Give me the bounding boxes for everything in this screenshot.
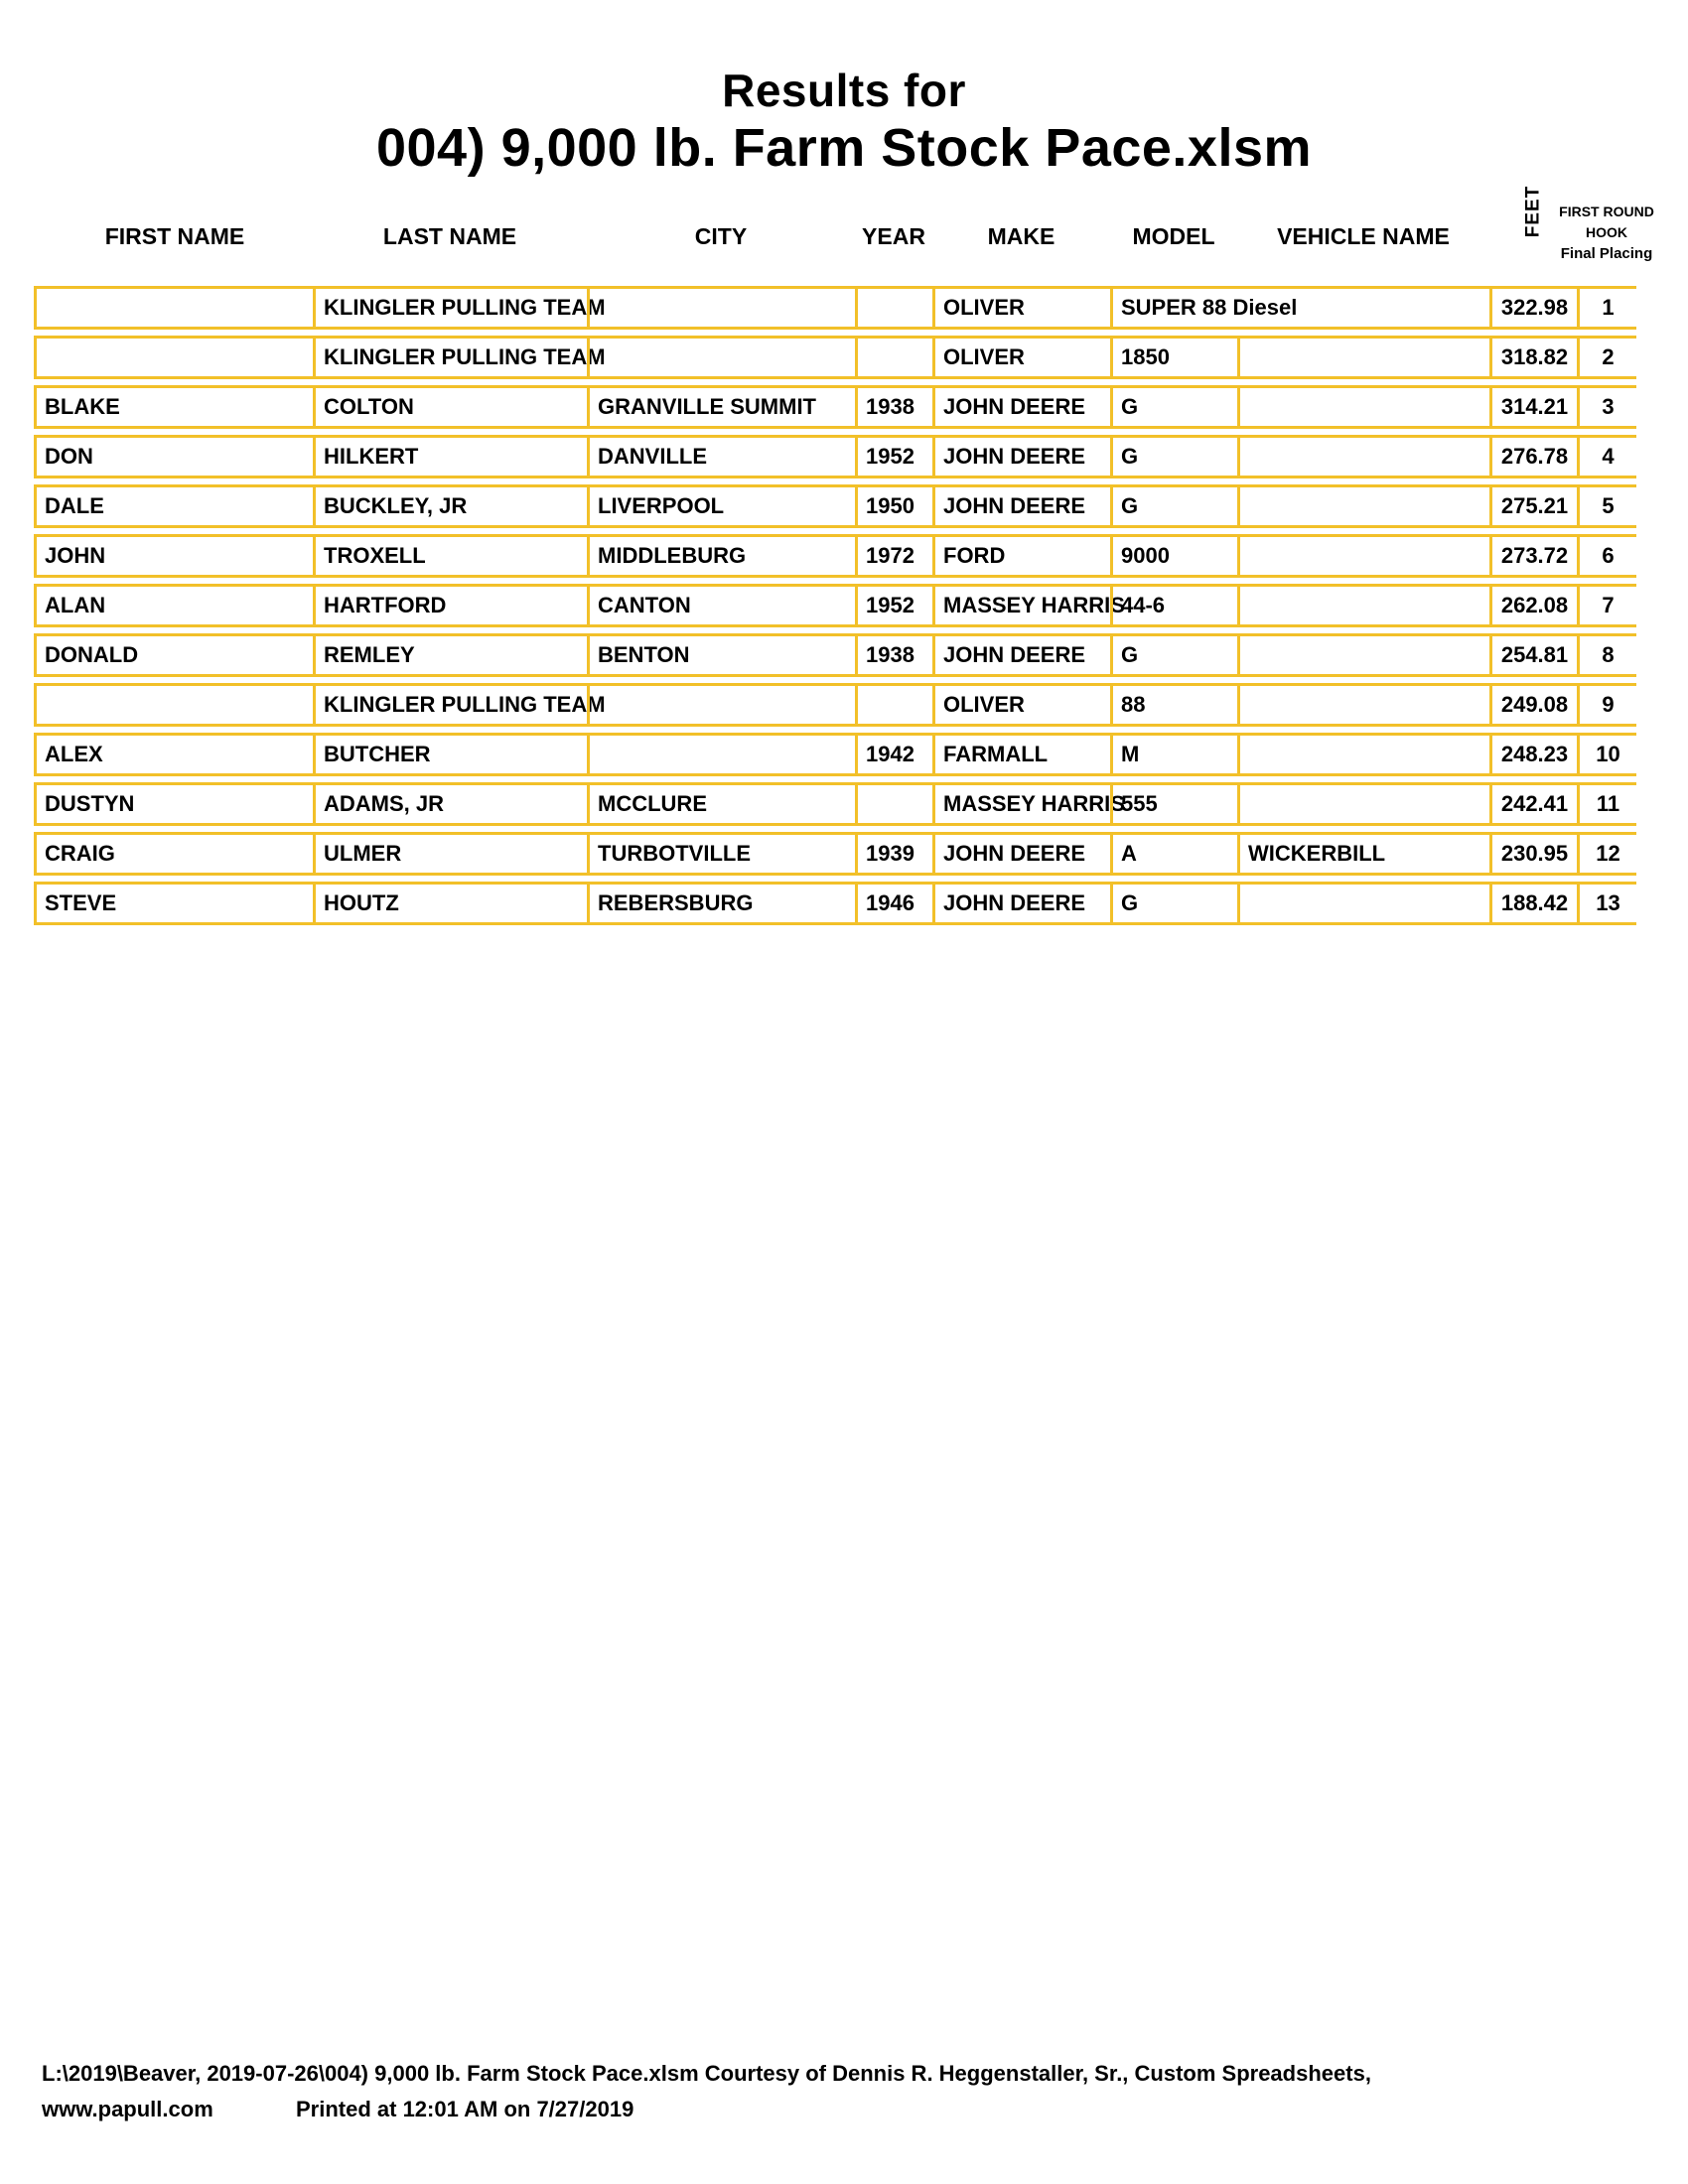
cell-last-name: HARTFORD: [313, 587, 587, 624]
cell-year: 1950: [855, 487, 932, 525]
header-hook: HOOK: [1586, 224, 1627, 240]
table-row: [34, 435, 1636, 478]
cell-placing: 8: [1577, 636, 1636, 674]
cell-year: 1939: [855, 835, 932, 873]
cell-vehicle: [1237, 487, 1489, 525]
cell-city: GRANVILLE SUMMIT: [587, 388, 855, 426]
column-header-first-name: FIRST NAME: [104, 223, 245, 249]
page-title: Results for: [722, 65, 966, 116]
header-final-placing: Final Placing: [1560, 245, 1653, 262]
cell-placing: 10: [1577, 736, 1636, 773]
cell-model: 1850: [1110, 339, 1237, 376]
cell-make: FORD: [932, 537, 1110, 575]
cell-vehicle: [1237, 636, 1489, 674]
cell-first-name: [37, 686, 313, 724]
cell-model: G: [1110, 885, 1237, 922]
page-subtitle-filename: 004) 9,000 lb. Farm Stock Pace.xlsm: [375, 118, 1312, 178]
footer-file-path: L:\2019\Beaver, 2019-07-26\004) 9,000 lb. Farm Stock Pace.xlsm Courtesy of Dennis R. Heggenstaller, Sr., Custom Spreadsheets,: [42, 2061, 1371, 2086]
cell-year: 1952: [855, 438, 932, 476]
cell-placing: 9: [1577, 686, 1636, 724]
cell-last-name: BUTCHER: [313, 736, 587, 773]
cell-model: 9000: [1110, 537, 1237, 575]
cell-city: [587, 736, 855, 773]
table-row: [34, 534, 1636, 578]
cell-year: 1942: [855, 736, 932, 773]
cell-placing: 5: [1577, 487, 1636, 525]
cell-make: OLIVER: [932, 686, 1110, 724]
cell-last-name: KLINGLER PULLING TEAM: [313, 339, 587, 376]
cell-feet: 314.21: [1489, 388, 1577, 426]
cell-first-name: DALE: [45, 493, 104, 518]
cell-vehicle: [1237, 339, 1489, 376]
cell-last-name: ADAMS, JR: [313, 785, 587, 823]
cell-vehicle: [1237, 438, 1489, 476]
table-row: [34, 584, 1636, 627]
cell-feet: 249.08: [1489, 686, 1577, 724]
cell-first-name: BLAKE: [45, 394, 120, 419]
cell-make: JOHN DEERE: [932, 885, 1110, 922]
footer-printed-timestamp: Printed at 12:01 AM on 7/27/2019: [296, 2097, 634, 2121]
cell-year: [855, 339, 932, 376]
cell-last-name: BUCKLEY, JR: [313, 487, 587, 525]
cell-vehicle: [1237, 388, 1489, 426]
cell-year: 1946: [855, 885, 932, 922]
cell-city: DANVILLE: [587, 438, 855, 476]
cell-first-name: DON: [45, 444, 93, 469]
column-header-year: YEAR: [862, 223, 925, 249]
cell-year: [855, 785, 932, 823]
cell-feet: 276.78: [1489, 438, 1577, 476]
table-row: [34, 882, 1636, 925]
cell-feet: 188.42: [1489, 885, 1577, 922]
table-row: [34, 286, 1636, 330]
cell-city: LIVERPOOL: [587, 487, 855, 525]
cell-city: BENTON: [587, 636, 855, 674]
footer-website: www.papull.com: [42, 2097, 213, 2121]
cell-model: M: [1110, 736, 1237, 773]
column-header-feet-rotated: FEET: [1522, 185, 1543, 238]
cell-last-name: COLTON: [313, 388, 587, 426]
cell-city: TURBOTVILLE: [587, 835, 855, 873]
cell-feet: 248.23: [1489, 736, 1577, 773]
cell-last-name: TROXELL: [313, 537, 587, 575]
cell-first-name: JOHN: [45, 543, 106, 568]
cell-first-name: STEVE: [45, 890, 117, 915]
cell-make: MASSEY HARRIS: [932, 785, 1110, 823]
table-row: [34, 683, 1636, 727]
cell-first-name: CRAIG: [45, 841, 115, 866]
cell-model-merged: SUPER 88 Diesel: [1110, 289, 1489, 327]
cell-vehicle: WICKERBILL: [1237, 835, 1489, 873]
page-footer: [42, 2061, 1371, 2122]
table-row: [34, 484, 1636, 528]
cell-first-name: [37, 289, 313, 327]
cell-city: [587, 339, 855, 376]
cell-make: JOHN DEERE: [932, 487, 1110, 525]
cell-year: 1938: [855, 388, 932, 426]
column-header-last-name: LAST NAME: [382, 223, 517, 249]
cell-placing: 1: [1577, 289, 1636, 327]
header-first-round: FIRST ROUND: [1559, 204, 1654, 219]
cell-city: [587, 686, 855, 724]
results-table: [34, 286, 1636, 931]
cell-city: CANTON: [587, 587, 855, 624]
cell-city: MIDDLEBURG: [587, 537, 855, 575]
cell-vehicle: [1237, 587, 1489, 624]
cell-last-name: KLINGLER PULLING TEAM: [313, 289, 587, 327]
cell-vehicle: [1237, 537, 1489, 575]
cell-model: G: [1110, 636, 1237, 674]
cell-model: G: [1110, 388, 1237, 426]
cell-model: G: [1110, 487, 1237, 525]
cell-placing: 12: [1577, 835, 1636, 873]
cell-city: [587, 289, 855, 327]
column-header-final-placing: [1559, 202, 1654, 280]
column-header-model: MODEL: [1132, 223, 1215, 249]
cell-last-name: HOUTZ: [313, 885, 587, 922]
cell-feet: 273.72: [1489, 537, 1577, 575]
cell-feet: 262.08: [1489, 587, 1577, 624]
cell-model: 44-6: [1110, 587, 1237, 624]
cell-year: 1938: [855, 636, 932, 674]
cell-model: 555: [1110, 785, 1237, 823]
cell-first-name: DUSTYN: [45, 791, 135, 816]
table-row: [34, 733, 1636, 776]
cell-feet: 230.95: [1489, 835, 1577, 873]
cell-year: 1972: [855, 537, 932, 575]
cell-feet: 322.98: [1489, 289, 1577, 327]
column-header-make: MAKE: [987, 223, 1055, 249]
cell-placing: 4: [1577, 438, 1636, 476]
cell-last-name: REMLEY: [313, 636, 587, 674]
cell-make: MASSEY HARRIS: [932, 587, 1110, 624]
cell-model: A: [1110, 835, 1237, 873]
cell-placing: 6: [1577, 537, 1636, 575]
column-header-city: CITY: [694, 223, 748, 249]
table-row: [34, 336, 1636, 379]
cell-make: JOHN DEERE: [932, 636, 1110, 674]
cell-placing: 3: [1577, 388, 1636, 426]
table-row: [34, 782, 1636, 826]
cell-make: JOHN DEERE: [932, 438, 1110, 476]
column-header-vehicle-name: VEHICLE NAME: [1277, 223, 1450, 249]
cell-first-name: ALAN: [45, 593, 106, 617]
cell-year: [855, 686, 932, 724]
cell-city: MCCLURE: [587, 785, 855, 823]
cell-year: 1952: [855, 587, 932, 624]
cell-placing: 11: [1577, 785, 1636, 823]
cell-feet: 318.82: [1489, 339, 1577, 376]
table-row: [34, 385, 1636, 429]
table-row: [34, 633, 1636, 677]
cell-last-name: HILKERT: [313, 438, 587, 476]
table-column-headers: [34, 159, 1654, 280]
cell-city: REBERSBURG: [587, 885, 855, 922]
cell-last-name: KLINGLER PULLING TEAM: [313, 686, 587, 724]
cell-vehicle: [1237, 736, 1489, 773]
cell-vehicle: [1237, 785, 1489, 823]
cell-feet: 242.41: [1489, 785, 1577, 823]
cell-placing: 13: [1577, 885, 1636, 922]
cell-vehicle: [1237, 686, 1489, 724]
cell-first-name: ALEX: [45, 742, 103, 766]
cell-feet: 275.21: [1489, 487, 1577, 525]
cell-model: 88: [1110, 686, 1237, 724]
cell-placing: 7: [1577, 587, 1636, 624]
cell-placing: 2: [1577, 339, 1636, 376]
cell-make: JOHN DEERE: [932, 835, 1110, 873]
cell-first-name: DONALD: [45, 642, 139, 667]
table-row: [34, 832, 1636, 876]
cell-vehicle: [1237, 885, 1489, 922]
cell-make: OLIVER: [932, 289, 1110, 327]
cell-make: FARMALL: [932, 736, 1110, 773]
cell-year: [855, 289, 932, 327]
cell-feet: 254.81: [1489, 636, 1577, 674]
cell-make: OLIVER: [932, 339, 1110, 376]
cell-make: JOHN DEERE: [932, 388, 1110, 426]
cell-last-name: ULMER: [313, 835, 587, 873]
cell-first-name: [37, 339, 313, 376]
cell-model: G: [1110, 438, 1237, 476]
